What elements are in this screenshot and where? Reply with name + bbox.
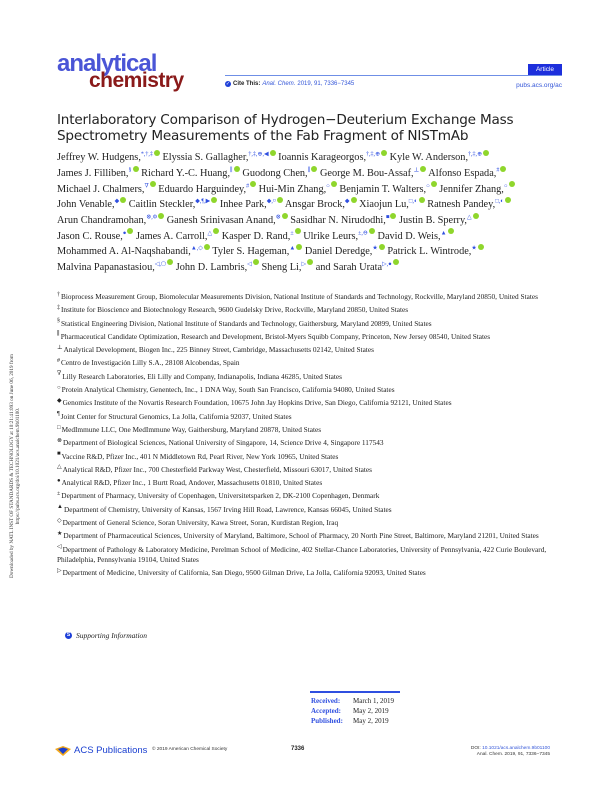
author-affiliation-marks[interactable]: ★ [471,245,477,252]
author [278,152,387,163]
author [176,262,259,273]
affiliation-item [57,465,557,475]
orcid-icon[interactable] [431,181,437,187]
orcid-icon[interactable] [211,197,217,203]
affiliation-symbol: △ [57,464,62,471]
author-affiliation-marks[interactable]: ◆ [114,198,120,205]
publication-dates [311,696,394,726]
publisher-name: ACS Publications [74,745,148,756]
affiliation-item [57,345,557,355]
affiliation-text: Department of Chemistry, University of Kansas, 1567 Irving Hill Road, Lawrence, Kansas 66045, United States [63,504,392,514]
author-affiliation-marks[interactable]: # [246,183,250,190]
author-name: Jennifer Zhang, [439,183,504,195]
author [212,246,302,257]
supporting-info-label: Supporting Information [76,631,148,640]
orcid-icon[interactable] [296,244,302,250]
date-label: Published: [311,717,343,725]
orcid-icon[interactable] [307,259,313,265]
orcid-icon[interactable] [331,181,337,187]
author-name: Kasper D. Rand, [221,230,291,242]
affiliation-text: Analytical R&D, Pfizer Inc., 700 Chesterfield Parkway West, Chesterfield, Missouri 63017, United States [62,464,372,474]
affiliation-symbol: ⊥ [57,344,63,351]
affiliation-text: Protein Analytical Chemistry, Genentech, Inc., 1 DNA Way, South San Francisco, California 94080, United States [61,385,395,395]
author-affiliation-marks[interactable]: § [128,167,132,174]
affiliation-text: Analytical R&D, Pfizer Inc., 1 Burtt Road, Andover, Massachusetts 01810, United States [61,478,323,488]
author-affiliation-marks[interactable]: ● [122,230,127,237]
author [158,184,256,195]
author-name: Ratnesh Pandey, [427,199,496,211]
author [303,231,375,242]
author-affiliation-marks[interactable]: ▲,◇ [190,245,203,252]
orcid-icon[interactable] [478,244,484,250]
orcid-icon[interactable] [282,213,288,219]
author [320,168,426,179]
author-name: David D. Weis, [377,230,441,242]
author [427,199,511,210]
author-name: Arun Chandramohan, [57,214,147,226]
orcid-icon[interactable] [253,259,259,265]
affiliation-text: Statistical Engineering Division, National Institute of Standards and Technology, Gaithersburg, Maryland 20899, United States [61,318,432,328]
journal-header [57,50,562,95]
cite-label: Cite This: [233,81,261,87]
orcid-icon[interactable] [127,228,133,234]
author-name: George M. Bou-Assaf, [319,168,414,180]
affiliation-symbol: ‡ [57,304,60,311]
affiliation-text: Lilly Research Laboratories, Eli Lilly and Company, Indianapolis, Indiana 46285, United States [62,371,342,381]
author-affiliation-marks[interactable]: □,◐ [408,198,418,205]
author [220,199,283,210]
affiliation-item [57,531,557,541]
author-name: Eduardo Harguindey, [158,183,247,195]
download-sidebar [0,330,30,630]
author-name: Alfonso Espada, [428,168,497,180]
author-affiliation-marks[interactable]: △ [467,214,472,221]
affiliation-list [57,292,557,581]
orcid-icon[interactable] [419,197,425,203]
footer-citation: Anal. Chem. 2019, 91, 7336−7345 [476,752,550,757]
acs-publications-logo[interactable] [55,745,147,756]
author-affiliation-marks[interactable]: ▲ [440,230,447,237]
author [57,184,156,195]
affiliation-item [57,518,557,528]
affiliation-item [57,319,557,329]
author-name: Ulrike Leurs, [303,230,359,242]
orcid-icon[interactable] [167,259,173,265]
affiliation-item [57,412,557,422]
author-affiliation-marks[interactable]: ○ [503,183,508,190]
author-name: Michael J. Chalmers, [57,183,145,195]
orcid-icon[interactable] [509,181,515,187]
author-name: Sasidhar N. Nirudodhi, [290,214,386,226]
orcid-icon[interactable] [420,166,426,172]
author [57,231,133,242]
author-name: Elyssia S. Gallagher, [162,152,249,164]
author-affiliation-marks[interactable]: ⊗ [275,214,281,221]
affiliation-text: Department of Biological Sciences, National University of Singapore, 14, Science Drive 4, Singapore 117543 [63,438,384,448]
orcid-icon[interactable] [295,228,301,234]
affiliation-item [57,491,557,501]
author [285,199,357,210]
affiliation-symbol: ⊗ [57,437,63,444]
author [57,246,210,257]
author-name: John D. Lambris, [175,261,248,273]
author [57,152,160,163]
author [378,231,454,242]
date-received [311,696,394,706]
header-divider [225,75,562,76]
orcid-icon[interactable] [277,197,283,203]
author-affiliation-marks[interactable]: ▲ [289,245,296,252]
journal-logo-top: analytical [57,50,157,77]
author-name: Malvina Papanastasiou, [57,261,155,273]
author [359,199,425,210]
affiliation-item [57,505,557,515]
affiliation-symbol: # [57,358,60,365]
author-name: John Venable, [57,199,115,211]
affiliation-symbol: □ [57,424,61,431]
dates-divider [310,691,400,693]
doi-link[interactable]: 10.1021/acs.analchem.9b01100 [482,746,550,751]
author-affiliation-marks[interactable]: ∥ [307,167,311,174]
affiliation-symbol: ◆ [57,397,62,404]
date-value: May 2, 2019 [353,707,389,715]
author [136,231,219,242]
author-affiliation-marks[interactable]: ±,⊖ [358,230,368,237]
author [339,184,436,195]
affiliation-item [57,452,557,462]
author-name: and Sarah Urata [315,261,383,273]
orcid-icon[interactable] [154,150,160,156]
affiliation-text: Analytical Development, Biogen Inc., 225 Binney Street, Cambridge, Massachusetts 02142, United States [63,345,374,355]
affiliation-text: Department of General Science, Soran University, Kawa Street, Soran, Kurdistan Region, Iraq [62,518,339,528]
affiliation-text: Genomics Institute of the Novartis Research Foundation, 10675 John Jay Hopkins Drive, San Diego, California 92121, United States [62,398,452,408]
author [57,199,126,210]
orcid-icon[interactable] [473,213,479,219]
author-name: Patrick L. Wintrode, [387,246,472,258]
author-name: Justin B. Sperry, [399,214,468,226]
affiliation-text: Department of Pharmacy, University of Copenhagen, Universitetsparken 2, DK-2100 Copenhagen, Denmark [61,491,380,501]
author-name: James J. Filliben, [57,168,129,180]
page-number: 7336 [291,746,305,752]
affiliation-text: Department of Medicine, University of California, San Diego, 9500 Gilman Drive, La Jolla, California 92093, United States [62,567,426,577]
author-affiliation-marks[interactable]: △ [207,230,213,237]
affiliation-symbol: ○ [57,384,61,391]
doi-label: DOI: [470,746,483,751]
doi-block [471,746,550,758]
affiliation-item [57,398,557,408]
author [222,231,301,242]
orcid-icon[interactable] [158,213,164,219]
author-name: Sheng Li, [261,261,302,273]
affiliation-item [57,478,557,488]
date-value: May 2, 2019 [353,717,389,725]
orcid-icon[interactable] [500,166,506,172]
affiliation-symbol: ∇ [57,371,62,378]
affiliation-item [57,425,557,435]
author-affiliation-marks[interactable]: †,‡,⊕ [366,152,381,158]
author-affiliation-marks[interactable]: ▷ [301,261,307,268]
article-type-badge: Article [528,64,562,75]
affiliation-item [57,372,557,382]
affiliation-symbol: ∥ [57,331,60,338]
author [242,168,317,179]
orcid-icon[interactable] [234,166,240,172]
author [261,262,313,273]
author [428,168,506,179]
author-affiliation-marks[interactable]: ◆,¶,▶ [195,198,211,205]
supporting-info-icon: S [66,632,71,638]
affiliation-text: Department of Pathology & Laboratory Medicine, Perelman School of Medicine, 402 Stellar-Chance Laboratories, University of Pennsylvania, 422 Curie Boulevard, Philadelphia, Pennsylvania 19104, United States [57,544,547,564]
author-affiliation-marks[interactable]: ∇ [144,183,149,190]
affiliation-text: Pharmaceutical Candidate Optimization, Research and Development, Bristol-Myers Squibb Company, Princeton, New Jersey 08540, United States [60,331,491,341]
orcid-icon[interactable] [351,197,357,203]
author-affiliation-marks[interactable]: ○ [326,183,330,190]
author-affiliation-marks[interactable]: †,‡,⊕,◀ [248,152,269,158]
cite-journal: Anal. Chem. [262,81,296,87]
affiliation-symbol: ★ [57,530,63,537]
journal-site-link[interactable]: pubs.acs.org/ac [516,82,562,89]
author [316,262,399,273]
orcid-icon[interactable] [393,259,399,265]
affiliation-symbol: ◁ [57,544,62,551]
author-name: Ansgar Brock, [284,199,345,211]
author-affiliation-marks[interactable]: †,‡,⊕ [468,152,483,158]
author [57,168,139,179]
author [305,246,385,257]
orcid-icon[interactable] [379,244,385,250]
affiliation-item [57,332,557,342]
orcid-icon[interactable] [250,181,256,187]
author-name: Jason C. Rouse, [57,230,123,242]
author-name: Tyler S. Hageman, [212,246,290,258]
author-affiliation-marks[interactable]: ▷,● [382,261,392,268]
affiliation-symbol: ▲ [57,504,63,511]
author-affiliation-marks[interactable]: ⊗,Φ [146,214,158,221]
author-name: Jeffrey W. Hudgens, [57,152,141,164]
affiliation-text: Institute for Bioscience and Biotechnology Research, 9600 Gudelsky Drive, Rockville, Maryland 20850, United States [61,305,409,315]
date-label: Received: [311,697,341,705]
date-value: March 1, 2019 [353,697,395,705]
acs-hexagon-icon [55,746,71,756]
author-affiliation-marks[interactable]: ∥ [230,167,233,174]
download-note: Downloaded by NATL INST OF STANDARDS & TECHNOLOGY at 10:21:41:093 on June 06, 2019 from https://pubs.acs.org/doi/10.1021/acs.analchem.9b01100. [9,354,21,578]
author [259,184,337,195]
date-published [311,716,394,726]
affiliation-symbol: ± [57,491,61,498]
author-name: Daniel Deredge, [304,246,373,258]
affiliation-item [57,568,557,578]
author-name: James A. Carroll, [136,230,208,242]
author [387,246,483,257]
author-affiliation-marks[interactable]: ■ [385,214,390,221]
author [167,215,288,226]
orcid-icon[interactable] [369,228,375,234]
orcid-icon[interactable] [150,181,156,187]
affiliation-symbol: ¶ [57,411,60,418]
author [439,184,514,195]
author-name: Ioannis Karageorgos, [278,152,367,164]
author [57,262,173,273]
affiliation-symbol: ● [57,477,61,484]
author-name: Caitlin Steckler, [128,199,196,211]
affiliation-item [57,545,557,565]
orcid-icon[interactable] [311,166,317,172]
orcid-icon[interactable] [483,150,489,156]
journal-logo-bottom: chemistry [89,69,184,92]
author-affiliation-marks[interactable]: ± [290,230,294,237]
author-affiliation-marks[interactable]: ○ [426,183,430,190]
orcid-icon[interactable] [204,244,210,250]
date-label: Accepted: [311,707,341,715]
affiliation-symbol: † [57,291,60,298]
author [57,215,164,226]
author [141,168,240,179]
author-affiliation-marks[interactable]: ⊥ [413,167,420,174]
affiliation-item [57,358,557,368]
affiliation-symbol: § [57,318,60,325]
author [390,152,489,163]
article-title: Interlaboratory Comparison of Hydrogen−Deuterium Exchange Mass Spectrometry Measurements of the Fab Fragment of NISTmAb [57,112,514,144]
author [162,152,275,163]
author-name: Guodong Chen, [242,168,308,180]
author-affiliation-marks[interactable]: ◁,⬠ [154,261,167,268]
author-affiliation-marks[interactable]: ◁ [247,261,252,268]
author-name: Benjamin T. Walters, [339,183,427,195]
affiliation-text: Centro de Investigación Lilly S.A., 28108 Alcobendas, Spain [61,358,240,368]
orcid-icon[interactable] [505,197,511,203]
author-name: Ganesh Srinivasan Anand, [166,214,276,226]
page-footer [55,745,550,765]
author-name: Kyle W. Anderson, [389,152,469,164]
author-name: Richard Y.-C. Huang, [141,168,231,180]
affiliation-text: Department of Pharmaceutical Sciences, University of Maryland, Baltimore, School of Pharmacy, 20 North Pine Street, Baltimore, Maryland 21201, United States [63,531,539,541]
affiliation-item [57,438,557,448]
date-accepted [311,706,394,716]
cite-icon: ✓ [225,81,231,87]
affiliation-item [57,305,557,315]
affiliation-symbol: ◇ [57,517,62,524]
author-affiliation-marks[interactable]: ★ [372,245,378,252]
author-affiliation-marks[interactable]: □,◐ [495,198,504,205]
affiliation-symbol: ▷ [57,567,62,574]
author-name: Inhee Park, [219,199,267,211]
orcid-icon[interactable] [448,228,454,234]
affiliation-item [57,385,557,395]
affiliation-item [57,292,557,302]
orcid-icon[interactable] [270,150,276,156]
affiliation-symbol: ■ [57,451,61,458]
author-affiliation-marks[interactable]: ◆ [344,198,350,205]
author-name: Mohammed A. Al-Naqshabandi, [57,246,191,258]
author-list [57,150,557,275]
affiliation-text: Joint Center for Structural Genomics, La Jolla, California 92037, United States [60,411,292,421]
author-name: Hui-Min Zhang, [258,183,327,195]
cite-this[interactable] [225,81,354,87]
affiliation-text: MedImmune LLC, One MedImmune Way, Gaithersburg, Maryland 20878, United States [61,424,322,434]
orcid-icon[interactable] [213,228,219,234]
author-affiliation-marks[interactable]: ◆,¤ [266,198,276,205]
affiliation-text: Vaccine R&D, Pfizer Inc., 401 N Middletown Rd, Pearl River, New York 10965, United States [61,451,339,461]
supporting-information-link[interactable] [65,631,147,640]
orcid-icon[interactable] [390,213,396,219]
orcid-icon[interactable] [133,166,139,172]
copyright-notice: © 2019 American Chemical Society [152,747,228,752]
author-affiliation-marks[interactable]: # [496,167,500,174]
author [399,215,479,226]
cite-volume-pages: 2019, 91, 7336−7345 [297,81,355,87]
author [129,199,217,210]
author-affiliation-marks[interactable]: *,†,‡ [140,152,153,158]
orcid-icon[interactable] [120,197,126,203]
author-name: Xiaojun Lu, [359,199,409,211]
orcid-icon[interactable] [381,150,387,156]
affiliation-text: Bioprocess Measurement Group, Biomolecular Measurements Division, National Institute of Standards and Technology, Rockville, Maryland 20850, United States [61,292,538,301]
author [290,215,396,226]
